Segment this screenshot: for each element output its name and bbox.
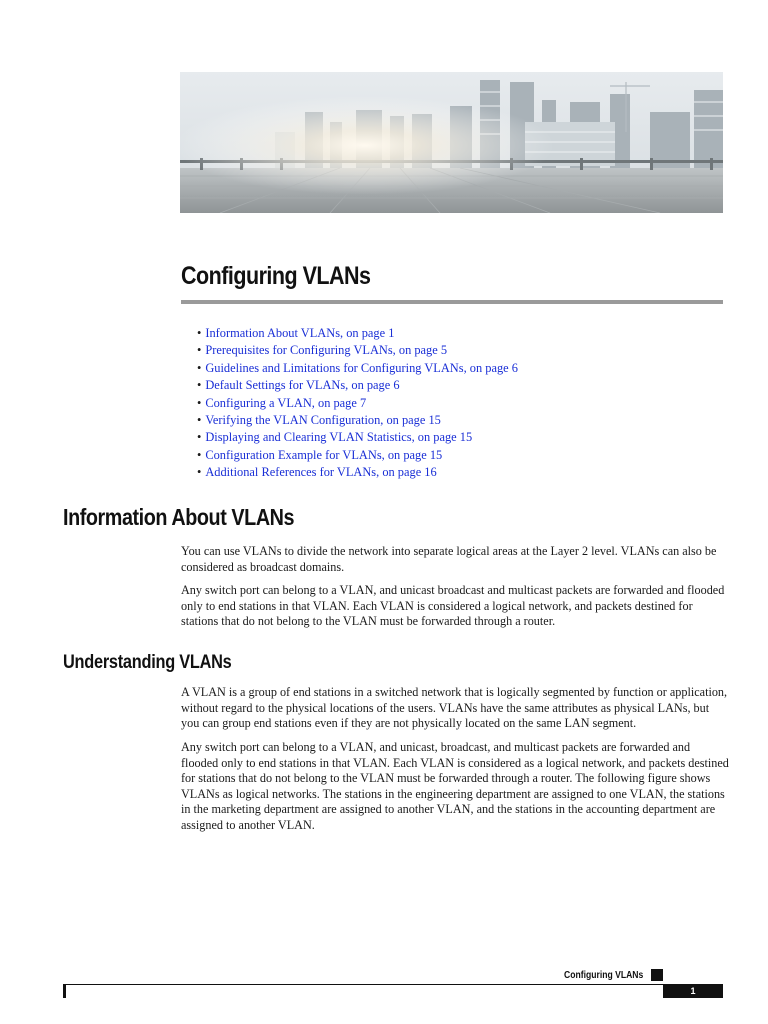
bullet-icon: • xyxy=(197,430,202,445)
toc-link[interactable]: Default Settings for VLANs, on page 6 xyxy=(205,378,400,393)
city-skyline-banner-image xyxy=(180,72,723,213)
body-paragraph: You can use VLANs to divide the network into separate logical areas at the Layer 2 level. VLANs can also be considered as broadcast domains. xyxy=(181,544,717,574)
section-heading-information-about-vlans: Information About VLANs xyxy=(63,504,295,530)
chapter-title: Configuring VLANs xyxy=(181,262,371,290)
title-divider xyxy=(181,300,723,304)
toc-link[interactable]: Information About VLANs, on page 1 xyxy=(205,326,395,340)
footer-marker-icon xyxy=(651,969,663,981)
bullet-icon: • xyxy=(197,326,202,340)
bullet-icon: • xyxy=(197,343,202,358)
bullet-icon: • xyxy=(197,360,202,375)
toc-link[interactable]: Displaying and Clearing VLAN Statistics, on page 15 xyxy=(205,430,473,445)
chapter-toc xyxy=(197,325,518,482)
body-paragraph: Any switch port can belong to a VLAN, and unicast broadcast and multicast packets are forwarded and flooded only to end stations in that VLAN. Each VLAN is considered a logical network, and packets destined for stations that do not belong to the VLAN must be forwarded through a router. xyxy=(181,583,725,629)
toc-item xyxy=(197,360,518,377)
bullet-icon: • xyxy=(197,465,202,480)
bullet-icon: • xyxy=(197,413,202,428)
toc-item xyxy=(197,342,518,359)
toc-link[interactable]: Additional References for VLANs, on page 16 xyxy=(205,465,437,480)
footer-chapter-title: Configuring VLANs xyxy=(564,970,644,981)
footer-rule xyxy=(63,984,723,985)
toc-item xyxy=(197,377,518,394)
toc-item xyxy=(197,464,518,481)
footer-tick xyxy=(63,984,66,998)
toc-link[interactable]: Guidelines and Limitations for Configuring VLANs, on page 6 xyxy=(205,360,518,375)
bullet-icon: • xyxy=(197,447,202,462)
body-paragraph: A VLAN is a group of end stations in a switched network that is logically segmented by function or application, without regard to the physical locations of the users. VLANs have the same attributes as physical LANs, but you can group end stations even if they are not physically located on the same LAN segment. xyxy=(181,685,728,731)
toc-item xyxy=(197,325,518,342)
body-paragraph: Any switch port can belong to a VLAN, and unicast, broadcast, and multicast packets are forwarded and flooded only to end stations in that VLAN. Each VLAN is considered as a logical network, and packets destined for stations that do not belong to the VLAN must be forwarded through a router. The following figure shows VLANs as logical networks. The stations in the engineering department are assigned to one VLAN, the stations in the marketing department are assigned to another VLAN, and the stations in the accounting department are assigned to another VLAN. xyxy=(181,740,729,832)
toc-item xyxy=(197,395,518,412)
subsection-heading-understanding-vlans: Understanding VLANs xyxy=(63,652,232,673)
toc-link[interactable]: Verifying the VLAN Configuration, on page 15 xyxy=(205,413,441,428)
toc-item xyxy=(197,412,518,429)
bullet-icon: • xyxy=(197,378,202,393)
toc-item xyxy=(197,447,518,464)
toc-link[interactable]: Configuration Example for VLANs, on page 15 xyxy=(205,447,443,462)
toc-link[interactable]: Prerequisites for Configuring VLANs, on page 5 xyxy=(205,343,448,358)
toc-item xyxy=(197,429,518,446)
toc-link[interactable]: Configuring a VLAN, on page 7 xyxy=(205,395,367,410)
bullet-icon: • xyxy=(197,395,202,410)
page-number: 1 xyxy=(663,984,723,998)
